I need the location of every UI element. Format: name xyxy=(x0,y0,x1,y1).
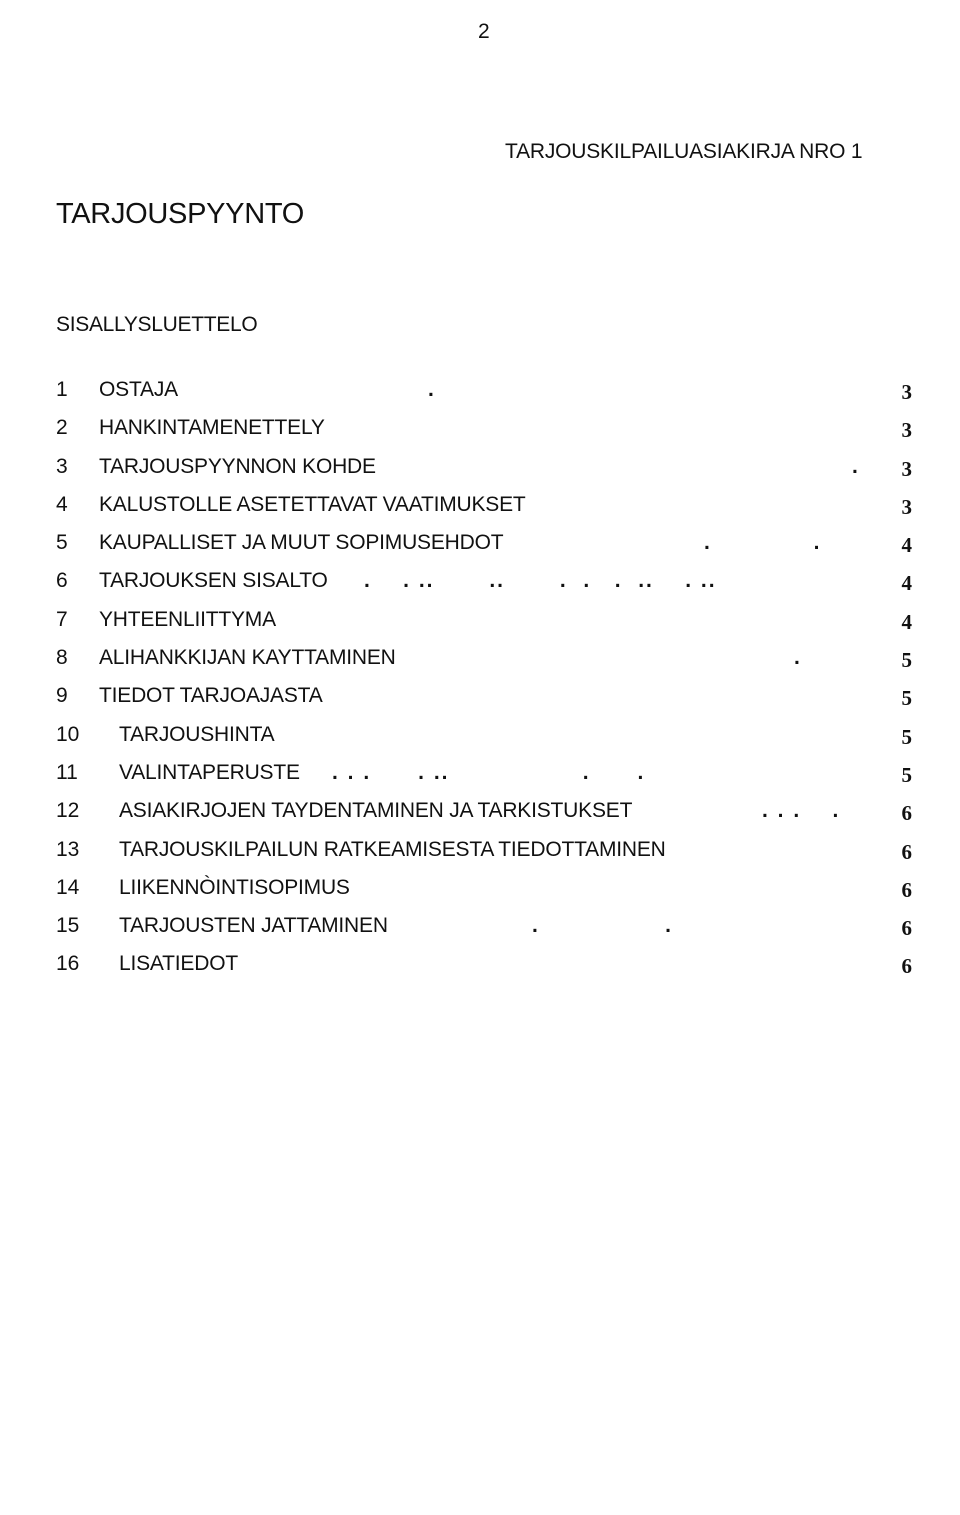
toc-entry-number: 6 xyxy=(56,569,68,593)
toc-entry-page: 5 xyxy=(901,724,912,749)
toc-entry-title: TARJOUSTEN JATTAMINEN xyxy=(119,914,388,938)
toc-entry-number: 10 xyxy=(56,722,80,746)
toc-entry-leader: . . . . xyxy=(762,799,841,823)
toc-entry-title: KALUSTOLLE ASETETTAVAT VAATIMUKSET xyxy=(99,492,526,516)
toc-entry-title: OSTAJA xyxy=(99,378,178,401)
toc-entry-number: 1 xyxy=(56,378,68,401)
toc-entry-page: 6 xyxy=(901,839,912,864)
toc-entry xyxy=(56,645,912,683)
toc-entry-page: 6 xyxy=(901,877,912,902)
toc-entry xyxy=(56,837,912,875)
toc-entry-page: 3 xyxy=(901,456,912,481)
toc-entry xyxy=(56,607,912,645)
document-label: TARJOUSKILPAILUASIAKIRJA NRO 1 xyxy=(505,140,863,163)
document-title: TARJOUSPYYNTO xyxy=(56,198,305,230)
toc-entry xyxy=(56,568,912,606)
toc-entry-page: 6 xyxy=(901,916,912,941)
toc-entry-number: 11 xyxy=(56,760,78,784)
toc-entry xyxy=(56,683,912,721)
toc-entry xyxy=(56,913,912,951)
toc-entry-title: LISATIEDOT xyxy=(119,952,238,976)
toc-entry-page: 3 xyxy=(901,494,912,519)
toc-entry xyxy=(56,951,912,989)
toc-entry-title: TARJOUSHINTA xyxy=(119,722,275,746)
toc-entry-number: 3 xyxy=(56,454,68,478)
toc-entry-number: 5 xyxy=(56,531,68,555)
toc-entry-title: KAUPALLISET JA MUUT SOPIMUSEHDOT xyxy=(99,531,504,555)
toc-entry-title: ALIHANKKIJAN KAYTTAMINEN xyxy=(99,646,396,670)
page-number: 2 xyxy=(478,20,490,43)
toc-entry-number: 2 xyxy=(56,416,68,440)
toc-entry-number: 15 xyxy=(56,914,80,938)
toc-entry xyxy=(56,492,912,530)
toc-entry-number: 8 xyxy=(56,646,68,670)
toc-entry-page: 5 xyxy=(901,648,912,673)
toc-heading: SISALLYSLUETTELO xyxy=(56,313,258,336)
toc-entry-leader: . . xyxy=(704,531,822,555)
toc-entry xyxy=(56,377,912,415)
toc-entry-number: 16 xyxy=(56,952,80,976)
toc-entry-number: 7 xyxy=(56,607,68,631)
toc-entry-page: 6 xyxy=(901,801,912,826)
toc-entry-page: 4 xyxy=(901,533,912,558)
toc-entry xyxy=(56,722,912,760)
toc-entry-title: YHTEENLIITTYMA xyxy=(99,607,276,631)
toc-entry-title: TIEDOT TARJOAJASTA xyxy=(99,684,323,708)
toc-entry-number: 9 xyxy=(56,684,68,708)
toc-entry-number: 4 xyxy=(56,492,68,516)
toc-entry-page: 4 xyxy=(901,571,912,596)
toc-entry xyxy=(56,798,912,836)
toc-entry-page: 3 xyxy=(901,380,912,404)
toc-entry-page: 6 xyxy=(901,954,912,979)
toc-entry xyxy=(56,760,912,798)
table-of-contents xyxy=(56,377,912,990)
toc-entry xyxy=(56,875,912,913)
toc-entry-page: 5 xyxy=(901,686,912,711)
toc-entry-title: TARJOUKSEN SISALTO xyxy=(99,569,328,593)
toc-entry-title: LIIKENNÒINTISOPIMUS xyxy=(119,875,350,899)
toc-entry-leader: . xyxy=(428,378,436,401)
toc-entry-leader: . . .. .. . . . .. . .. xyxy=(364,569,717,593)
toc-entry xyxy=(56,530,912,568)
toc-entry-number: 14 xyxy=(56,875,80,899)
toc-entry-number: 13 xyxy=(56,837,80,861)
toc-entry-page: 4 xyxy=(901,609,912,634)
toc-entry-title: TARJOUSKILPAILUN RATKEAMISESTA TIEDOTTAMINEN xyxy=(119,837,666,861)
toc-entry-title: ASIAKIRJOJEN TAYDENTAMINEN JA TARKISTUKSET xyxy=(119,799,633,823)
toc-entry-leader: . xyxy=(794,646,802,670)
toc-entry-page: 5 xyxy=(901,762,912,787)
toc-entry-leader: . . . . .. . . xyxy=(332,760,646,784)
toc-entry-title: VALINTAPERUSTE xyxy=(119,760,300,784)
toc-entry-leader: . . xyxy=(532,914,674,938)
toc-entry-number: 12 xyxy=(56,799,80,823)
toc-entry-title: HANKINTAMENETTELY xyxy=(99,416,325,440)
toc-entry-title: TARJOUSPYYNNON KOHDE xyxy=(99,454,376,478)
toc-entry-page: 3 xyxy=(901,418,912,443)
toc-entry-leader: . xyxy=(852,454,860,478)
toc-entry xyxy=(56,454,912,492)
toc-entry xyxy=(56,415,912,453)
